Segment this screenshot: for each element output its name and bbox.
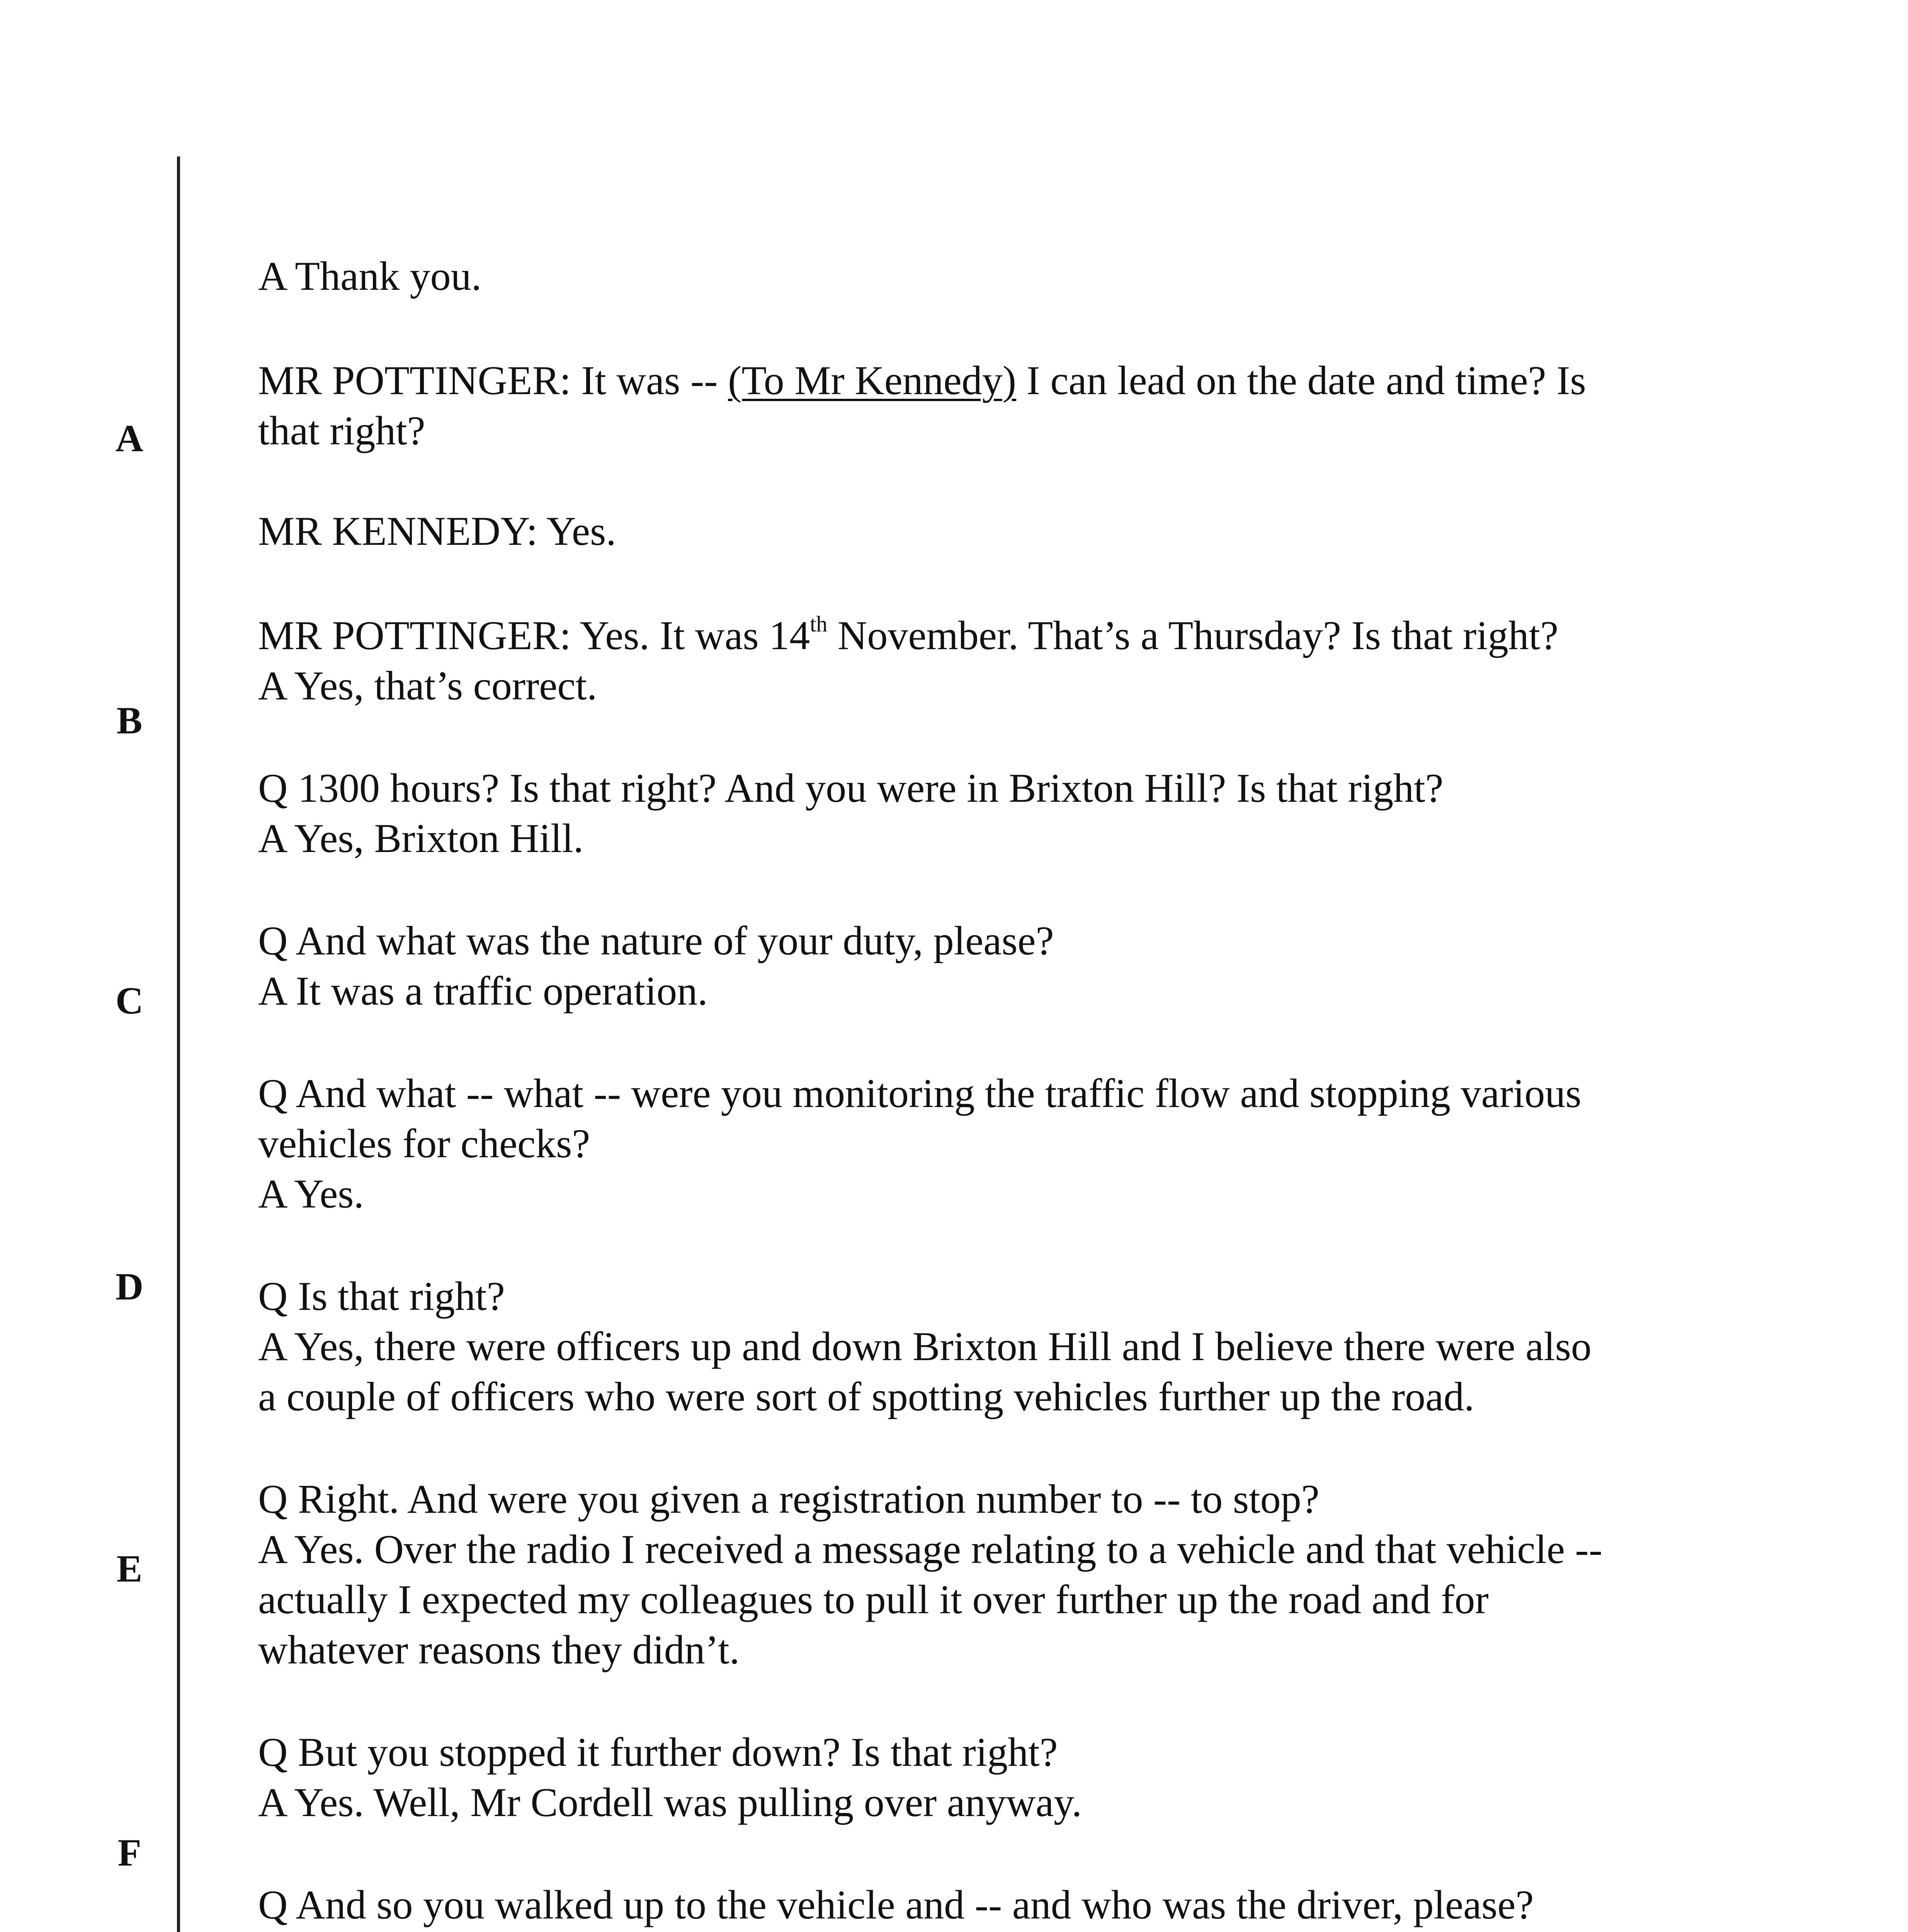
speaker-text: November. That’s a Thursday? Is that right? <box>827 613 1559 658</box>
transcript-line: Q Is that right? <box>258 1274 505 1319</box>
transcript-line: Q And what was the nature of your duty, please? <box>258 918 1054 963</box>
transcript-line: vehicles for checks? <box>258 1121 590 1166</box>
transcript-line: whatever reasons they didn’t. <box>258 1627 740 1672</box>
margin-letter-f: F <box>117 1831 141 1874</box>
margin-letter-e: E <box>116 1547 143 1590</box>
transcript-line: a couple of officers who were sort of spotting vehicles further up the road. <box>258 1374 1474 1419</box>
transcript-line: A It was a traffic operation. <box>258 968 708 1014</box>
transcript-line: A Yes. Over the radio I received a message relating to a vehicle and that vehicle -- <box>258 1527 1603 1572</box>
margin-letter-a: A <box>115 417 144 460</box>
transcript-line: that right? <box>258 408 425 453</box>
transcript-line: Q Right. And were you given a registration number to -- to stop? <box>258 1476 1320 1522</box>
transcript-line: A Yes, that’s correct. <box>258 663 597 708</box>
speaker-text: I can lead on the date and time? Is <box>1016 358 1586 403</box>
transcript-line: Q And so you walked up to the vehicle and -- and who was the driver, please? <box>258 1882 1534 1927</box>
margin-letter-c: C <box>115 979 144 1022</box>
transcript-line: A Yes. Well, Mr Cordell was pulling over anyway. <box>258 1780 1082 1825</box>
underlined-aside: (To Mr Kennedy) <box>728 358 1017 403</box>
transcript-line: A Yes, there were officers up and down Brixton Hill and I believe there were also <box>258 1324 1592 1369</box>
transcript-line: Q But you stopped it further down? Is that right? <box>258 1730 1058 1775</box>
transcript-line: A Thank you. <box>258 253 482 299</box>
left-margin-rule <box>177 156 180 1932</box>
transcript-line <box>258 355 1586 406</box>
transcript-line <box>258 611 1558 661</box>
transcript-line: actually I expected my colleagues to pull it over further up the road and for <box>258 1577 1489 1622</box>
speaker-text: MR POTTINGER: It was -- <box>258 358 728 403</box>
transcript-line: A Yes. <box>258 1171 364 1216</box>
speaker-text: MR POTTINGER: Yes. It was 14 <box>258 613 810 658</box>
margin-letter-d: D <box>115 1265 144 1308</box>
transcript-line: A Yes, Brixton Hill. <box>258 816 584 861</box>
transcript-line <box>258 1930 489 1932</box>
transcript-line: MR KENNEDY: Yes. <box>258 509 616 554</box>
transcript-line: Q And what -- what -- were you monitoring the traffic flow and stopping various <box>258 1071 1581 1116</box>
ordinal-suffix: th <box>810 611 828 636</box>
margin-letter-b: B <box>116 699 143 742</box>
transcript-line: Q 1300 hours? Is that right? And you were in Brixton Hill? Is that right? <box>258 765 1444 811</box>
